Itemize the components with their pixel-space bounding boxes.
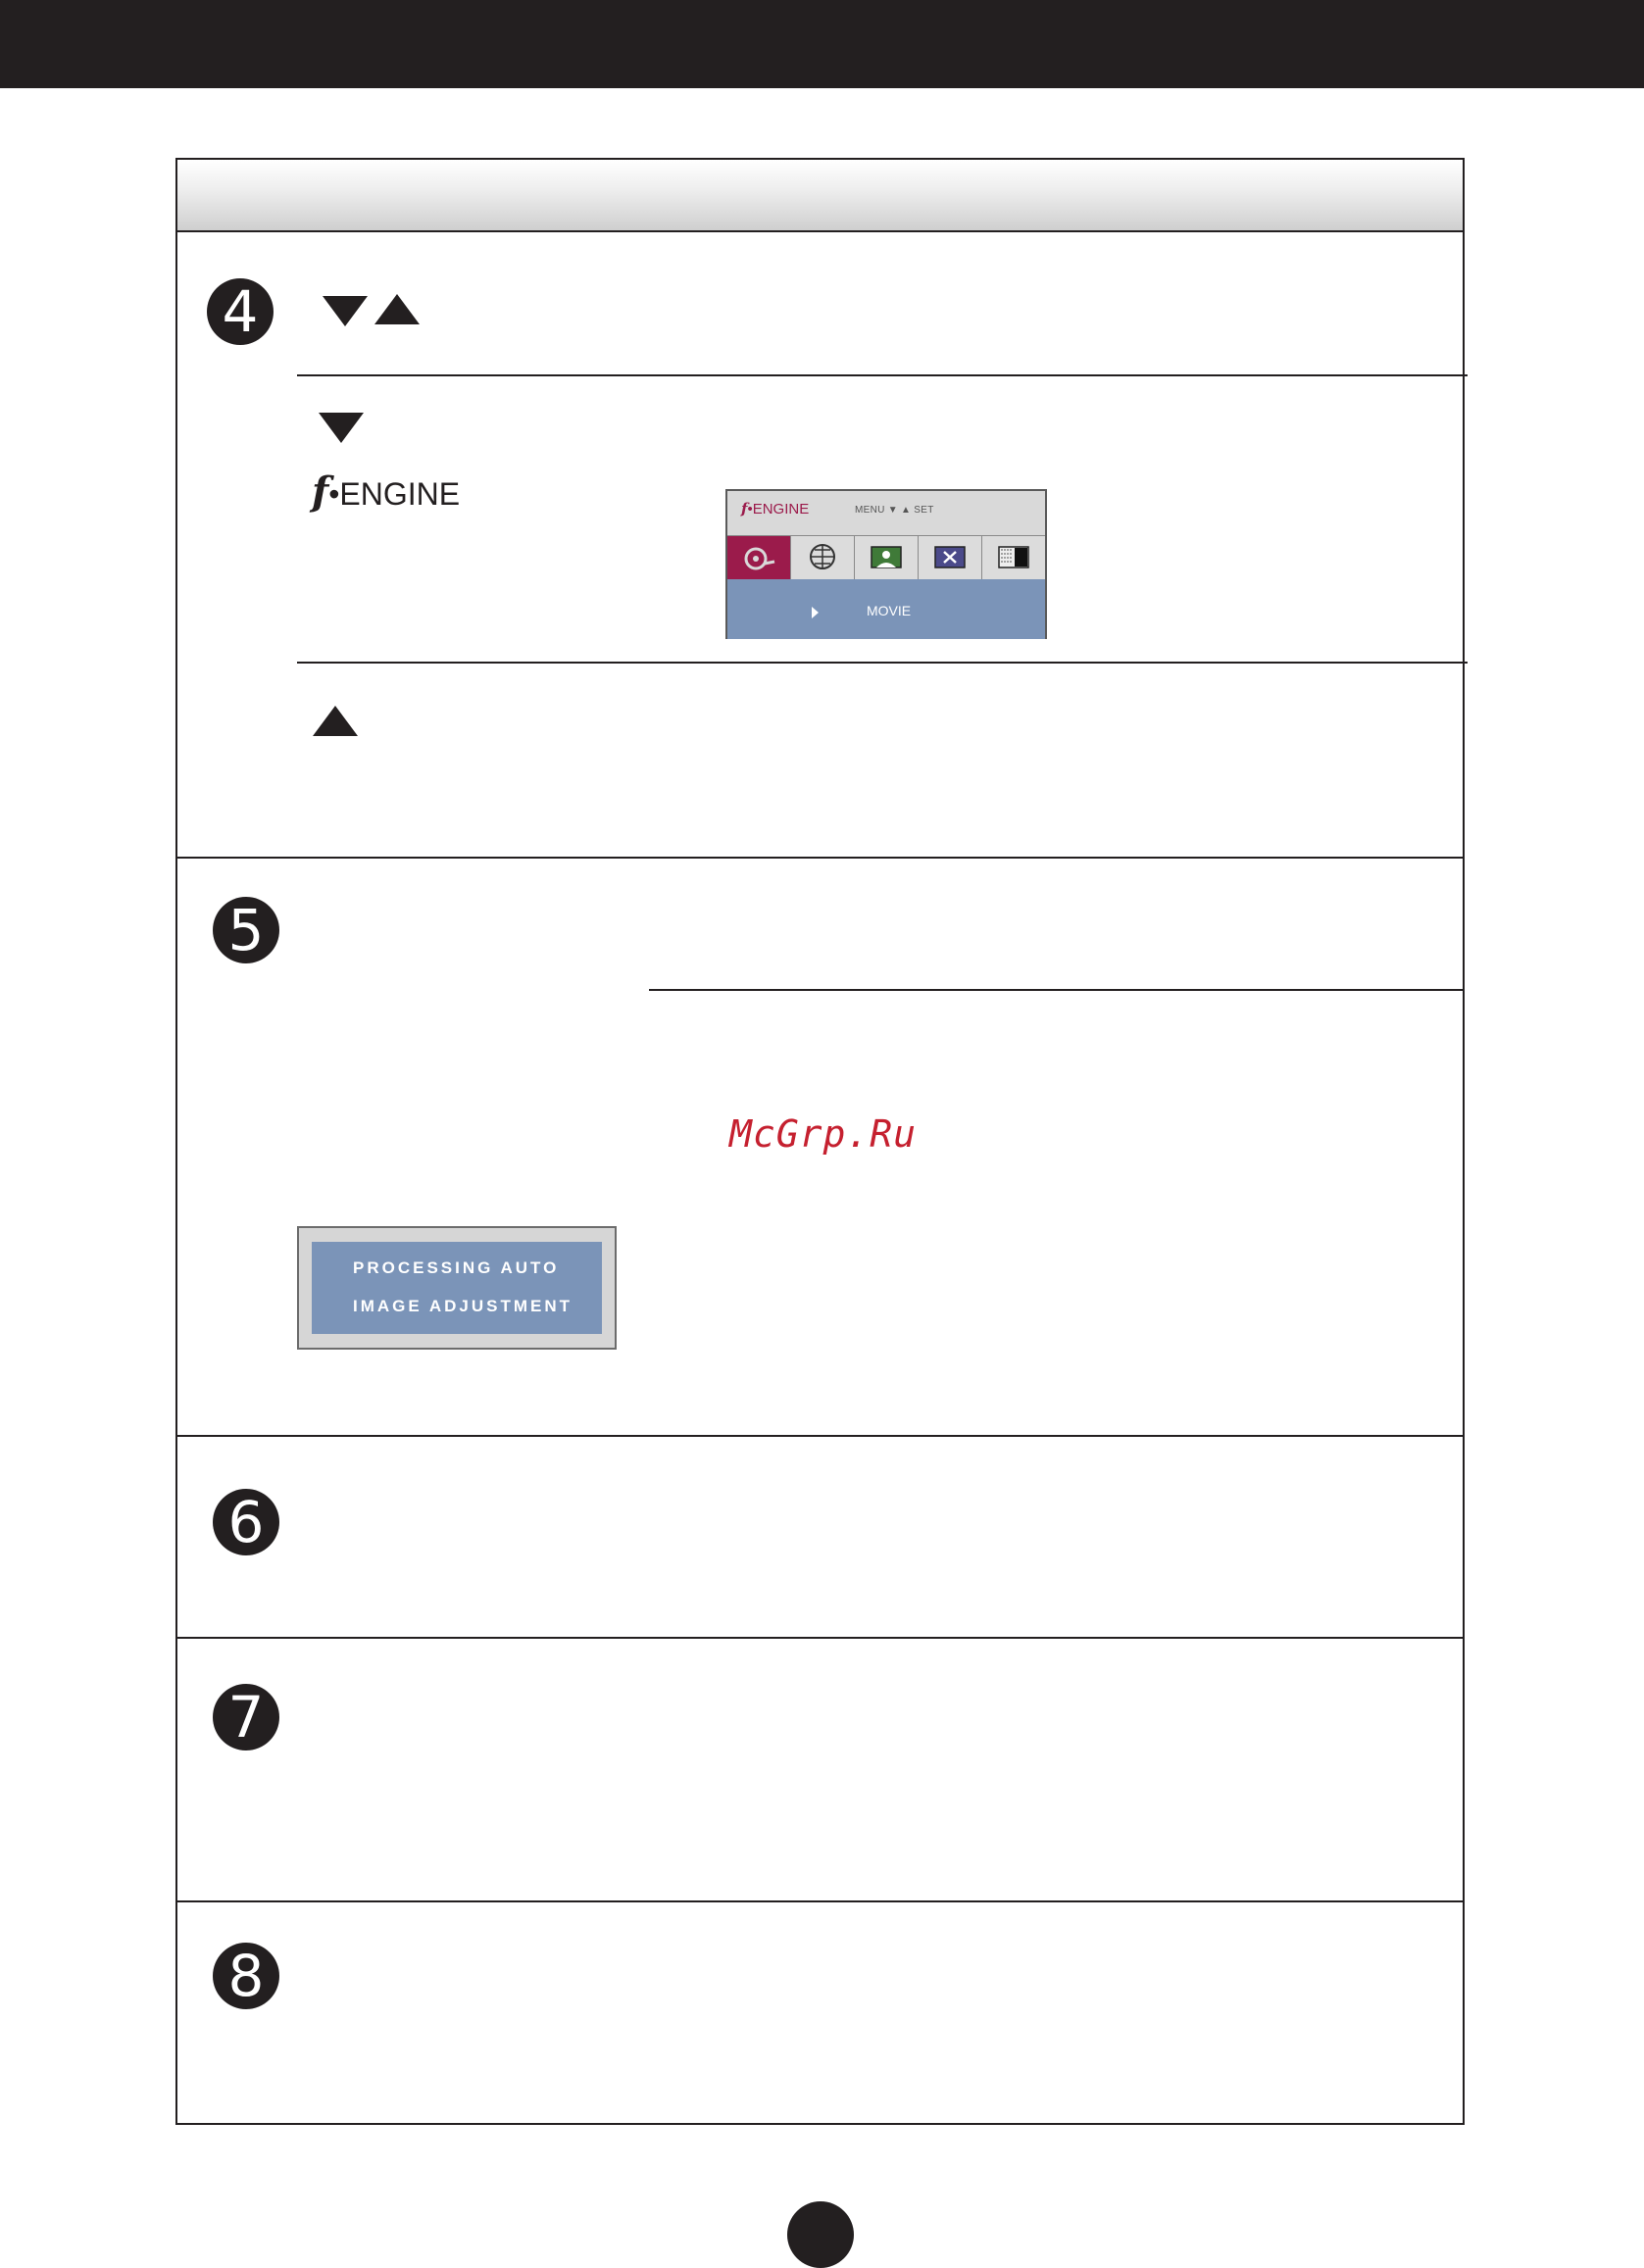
- step-number-7: 7: [213, 1684, 279, 1750]
- osd-mode-icons: [727, 536, 1045, 579]
- step-number-6: 6: [213, 1489, 279, 1555]
- contrast-icon[interactable]: [982, 536, 1045, 579]
- down-arrow-icon: [323, 296, 368, 326]
- processing-auto-adjust-message: [297, 1226, 617, 1350]
- f-engine-label: [312, 468, 460, 515]
- osd-key-guide: MENU ▼ ▲ SET: [855, 505, 934, 516]
- osd-title-f: f: [741, 500, 748, 518]
- osd-title: [741, 500, 809, 518]
- top-bar: [0, 0, 1644, 88]
- processing-line-2: IMAGE ADJUSTMENT: [353, 1297, 573, 1315]
- picture-icon[interactable]: [855, 536, 919, 579]
- f-engine-osd: [725, 489, 1047, 639]
- step-number-5: 5: [213, 897, 279, 963]
- osd-mode-panel: [727, 579, 1045, 639]
- f-engine-logo-f: f: [312, 468, 329, 515]
- osd-header: [727, 491, 1045, 536]
- divider: [297, 662, 1468, 664]
- osd-title-text: •ENGINE: [747, 501, 810, 518]
- section-divider: [175, 1637, 1465, 1639]
- f-engine-logo-dot: •: [328, 476, 340, 512]
- watermark: McGrp.Ru: [729, 1112, 918, 1156]
- divider: [297, 374, 1468, 376]
- osd-mode-label: MOVIE: [867, 603, 912, 618]
- section-divider: [175, 1435, 1465, 1437]
- step-number-4: 4: [207, 278, 274, 345]
- play-arrow-icon: [812, 607, 819, 618]
- page-number-badge: [787, 2201, 854, 2268]
- divider: [649, 989, 1465, 991]
- up-arrow-icon: [313, 706, 358, 736]
- step-number-8: 8: [213, 1943, 279, 2009]
- section-divider: [175, 857, 1465, 859]
- frame-header: [177, 160, 1463, 232]
- section-divider: [175, 1900, 1465, 1902]
- film-icon[interactable]: [727, 536, 791, 579]
- close-icon[interactable]: [919, 536, 982, 579]
- processing-message-panel: [312, 1242, 602, 1334]
- globe-icon[interactable]: [791, 536, 855, 579]
- up-arrow-icon: [374, 294, 420, 324]
- down-arrow-icon: [319, 413, 364, 443]
- processing-line-1: PROCESSING AUTO: [353, 1258, 560, 1277]
- f-engine-logo-text: ENGINE: [339, 476, 461, 512]
